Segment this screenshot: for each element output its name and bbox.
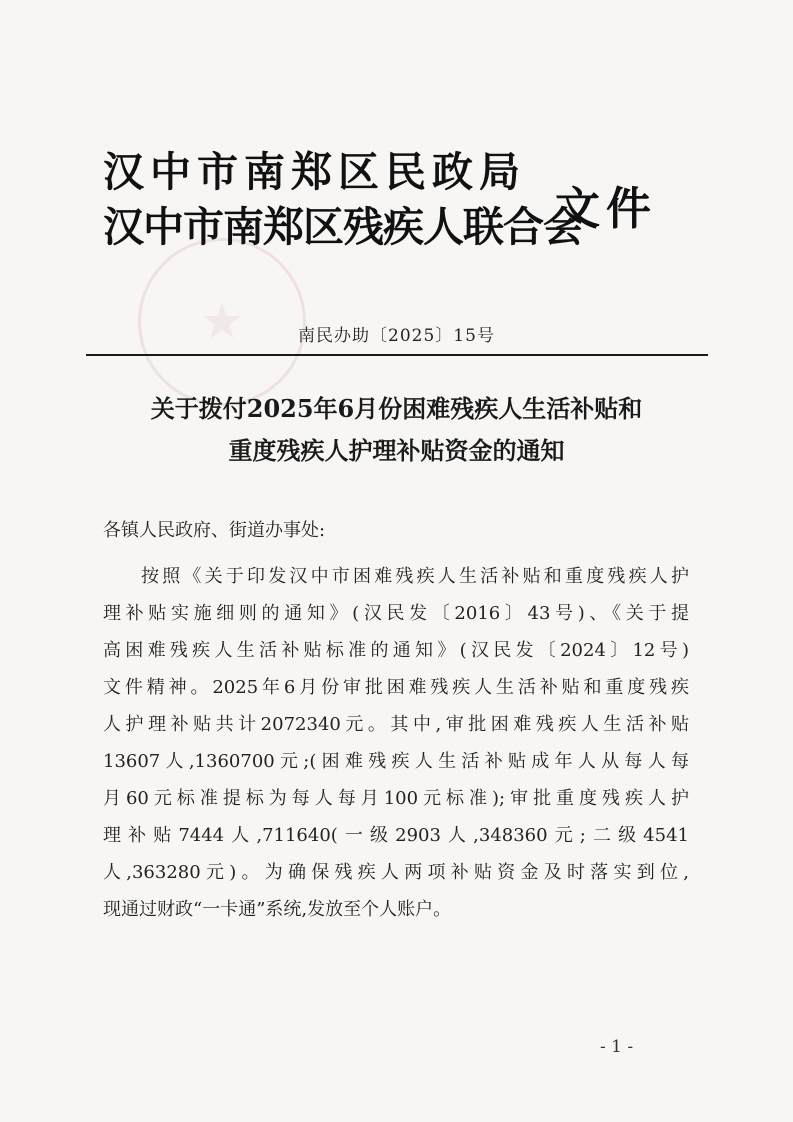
page-number: - 1 -: [600, 1037, 634, 1057]
issuer-disabled-persons-federation: 汉中市南郑区残疾人联合会: [103, 203, 583, 251]
body-line: 现通过财政“一卡通”系统,发放至个人账户。: [103, 899, 452, 920]
body-line: 按照《关于印发汉中市困难残疾人生活补贴和重度残疾人护: [141, 566, 689, 587]
document-number: 南民办助〔2025〕15号: [298, 326, 495, 346]
body-line: 理补贴7444人,711640(一级2903人,348360元;二级4541: [103, 825, 689, 846]
body-line: 文件精神。2025年6月份审批困难残疾人生活补贴和重度残疾: [103, 677, 689, 698]
salutation: 各镇人民政府、街道办事处:: [103, 520, 326, 541]
body-line: 人,363280元)。为确保残疾人两项补贴资金及时落实到位,: [103, 862, 689, 883]
title-line-2: 重度残疾人护理补贴资金的通知: [228, 436, 565, 465]
document-type-label: 文件: [555, 182, 658, 235]
body-line: 13607人,1360700元;(困难残疾人生活补贴成年人从每人每: [103, 751, 689, 772]
title-line-1: 关于拨付2025年6月份困难残疾人生活补贴和: [150, 394, 643, 423]
body-line: 人护理补贴共计2072340元。其中,审批困难残疾人生活补贴: [103, 714, 689, 735]
body-line: 月60元标准提标为每人每月100元标准);审批重度残疾人护: [103, 788, 689, 809]
body-line: 高困难残疾人生活补贴标准的通知》(汉民发〔2024〕12号): [103, 640, 689, 661]
header-divider: [86, 354, 708, 356]
issuer-civil-affairs-bureau: 汉中市南郑区民政局: [103, 148, 526, 196]
body-line: 理补贴实施细则的通知》(汉民发〔2016〕43号)、《关于提: [103, 603, 689, 624]
